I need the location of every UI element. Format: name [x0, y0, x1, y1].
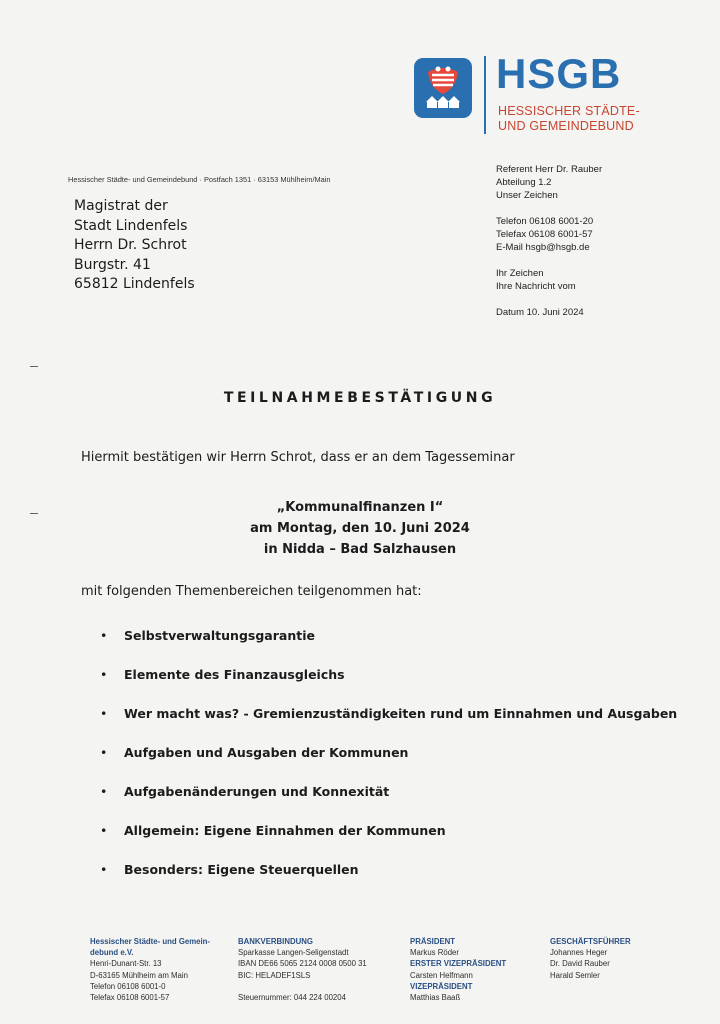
phone: Telefon 06108 6001-20 [496, 216, 594, 227]
manager-name: Harald Semler [550, 970, 600, 980]
bank-bic: BIC: HELADEF1SLS [238, 970, 311, 980]
president-heading: PRÄSIDENT [410, 937, 456, 946]
your-message: Ihre Nachricht vom [496, 281, 576, 292]
bank-heading: BANKVERBINDUNG [238, 937, 313, 946]
org-phone: Telefon 06108 6001-0 [90, 981, 166, 991]
logo-name-line-2: UND GEMEINDEBUND [498, 119, 634, 133]
vp-heading: VIZEPRÄSIDENT [410, 981, 473, 991]
org-fax: Telefax 06108 6001-57 [90, 993, 170, 1003]
logo-name-line-1: HESSISCHER STÄDTE- [498, 104, 640, 118]
bank-name: Sparkasse Langen-Seligenstadt [238, 948, 349, 958]
org-name-1: Hessischer Städte- und Gemein- [90, 937, 211, 946]
event-details [0, 497, 720, 560]
vp1-heading: ERSTER VIZEPRÄSIDENT [410, 959, 507, 969]
topic-item: • Allgemein: Eigene Einnahmen der Kommunen [100, 823, 677, 862]
your-reference: Ihr Zeichen [496, 268, 544, 279]
recipient-line: Stadt Lindenfels [74, 217, 188, 234]
recipient-address [74, 197, 195, 295]
footer-management [550, 936, 631, 981]
event-date: am Montag, den 10. Juni 2024 [250, 521, 470, 536]
logo-divider [484, 56, 486, 134]
intro-text: Hiermit bestätigen wir Herrn Schrot, dass er an dem Tagesseminar [81, 450, 515, 465]
fax: Telefax 06108 6001-57 [496, 229, 593, 240]
footer-organization [90, 936, 210, 1003]
org-city: D-63165 Mühlheim am Main [90, 970, 188, 980]
topic-item: • Aufgaben und Ausgaben der Kommunen [100, 745, 677, 784]
hsgb-logo [414, 50, 644, 142]
president-name: Markus Röder [410, 948, 459, 958]
management-heading: GESCHÄFTSFÜHRER [550, 937, 631, 946]
recipient-line: Herrn Dr. Schrot [74, 237, 187, 253]
topic-item: • Besonders: Eigene Steuerquellen [100, 862, 677, 901]
recipient-line: 65812 Lindenfels [74, 276, 195, 292]
sender-return-address: Hessischer Städte- und Gemeindebund · Postfach 1351 · 63153 Mühlheim/Main [68, 175, 331, 184]
vp-name: Matthias Baaß [410, 993, 461, 1003]
department: Abteilung 1.2 [496, 177, 552, 188]
topic-item: • Wer macht was? - Gremienzuständigkeiten rund um Einnahmen und Ausgaben [100, 706, 677, 745]
topic-item: • Selbstverwaltungsgarantie [100, 628, 677, 667]
vp1-name: Carsten Helfmann [410, 970, 473, 980]
topics-list [100, 628, 677, 901]
org-street: Henri-Dunant-Str. 13 [90, 959, 162, 969]
recipient-line: Burgstr. 41 [74, 256, 151, 273]
topic-item: • Elemente des Finanzausgleichs [100, 667, 677, 706]
manager-name: Johannes Heger [550, 948, 608, 958]
hesse-lion-emblem-icon [414, 58, 472, 118]
referent: Referent Herr Dr. Rauber [496, 164, 603, 175]
recipient-line: Magistrat der [74, 198, 168, 214]
event-place: in Nidda – Bad Salzhausen [263, 542, 457, 557]
document-title: TEILNAHMEBESTÄTIGUNG [223, 390, 497, 406]
org-name-2: debund e.V. [90, 948, 134, 958]
tax-number: Steuernummer: 044 224 00204 [238, 992, 346, 1002]
reference-block [496, 163, 602, 319]
topic-item: • Aufgabenänderungen und Konnexität [100, 784, 677, 823]
footer-bank [238, 936, 367, 1003]
footer-board [410, 936, 506, 1003]
event-name: „Kommunalfinanzen I“ [276, 500, 444, 515]
topics-intro: mit folgenden Themenbereichen teilgenommen hat: [81, 584, 422, 599]
manager-name: Dr. David Rauber [550, 959, 610, 969]
letter-date: Datum 10. Juni 2024 [496, 307, 584, 318]
logo-abbreviation: HSGB [496, 50, 622, 97]
email: E-Mail hsgb@hsgb.de [496, 242, 590, 253]
fold-mark [30, 366, 38, 367]
bank-iban: IBAN DE66 5065 2124 0008 0500 31 [238, 959, 367, 969]
our-reference: Unser Zeichen [496, 190, 558, 201]
